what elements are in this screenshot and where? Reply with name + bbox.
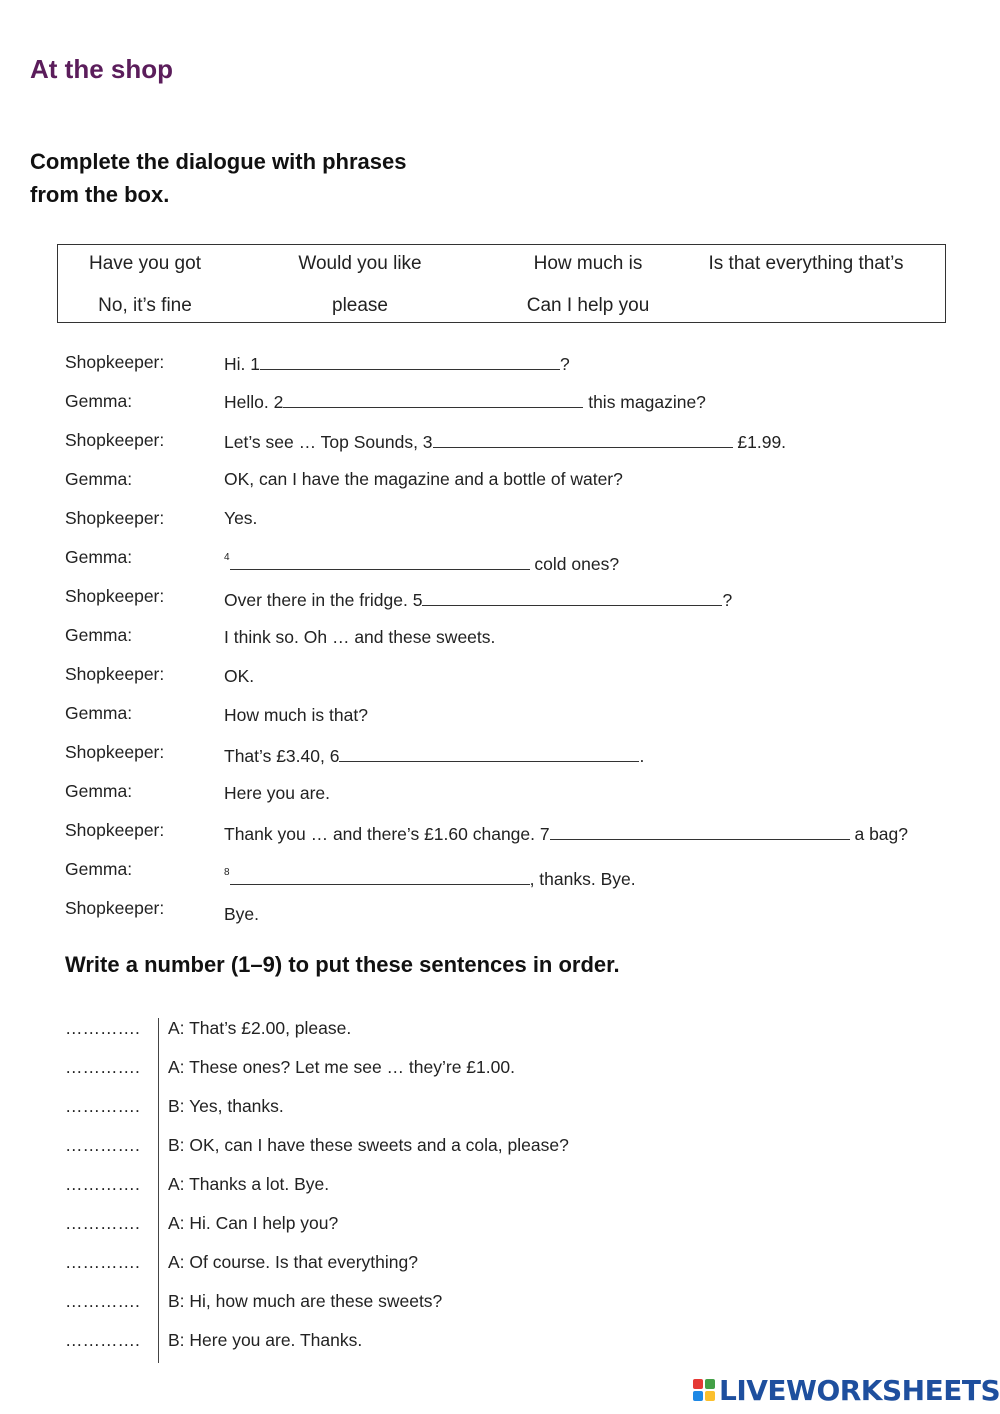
order-row — [0, 1096, 1000, 1120]
speaker-name: Shopkeeper: — [65, 742, 165, 762]
speaker-name: Shopkeeper: — [65, 352, 165, 372]
answer-gap[interactable] — [550, 822, 850, 840]
answer-gap[interactable] — [230, 552, 530, 570]
line-text-before-gap: Over there in the fridge. 5 — [224, 590, 423, 610]
speaker-name: Shopkeeper: — [65, 664, 165, 684]
gap-number: 8 — [224, 867, 230, 878]
dialogue-row — [0, 547, 1000, 574]
speaker-name: Gemma: — [65, 547, 133, 567]
phrase-option: How much is — [533, 253, 643, 274]
line-text-before-gap: That’s £3.40, 6 — [224, 746, 340, 766]
dialogue-line — [224, 430, 786, 453]
dialogue-line — [224, 588, 732, 611]
dialogue-line: OK, can I have the magazine and a bottle of water? — [224, 469, 623, 489]
order-number-field[interactable]: …………. — [65, 1018, 140, 1038]
order-sentence: A: Thanks a lot. Bye. — [168, 1174, 330, 1194]
line-text-before-gap: Thank you … and there’s £1.60 change. 7 — [224, 824, 550, 844]
instructions-line-1: Complete the dialogue with phrases — [30, 149, 407, 174]
line-text-after-gap: a bag? — [849, 824, 908, 844]
dialogue-row — [0, 430, 1000, 454]
dialogue-row — [0, 508, 1000, 532]
order-sentence: B: OK, can I have these sweets and a cola, please? — [168, 1135, 569, 1155]
answer-gap[interactable] — [260, 352, 560, 370]
logo-text: LIVEWORKSHEETS — [719, 1373, 1000, 1407]
speaker-name: Gemma: — [65, 391, 133, 411]
order-row — [0, 1018, 1000, 1042]
answer-gap[interactable] — [422, 588, 722, 606]
dialogue-line: Here you are. — [224, 783, 331, 803]
line-text-after-gap: this magazine? — [583, 392, 706, 412]
dialogue-line — [224, 390, 706, 413]
line-text-before-gap: Let’s see … Top Sounds, 3 — [224, 432, 433, 452]
dialogue-row — [0, 469, 1000, 493]
dialogue-row — [0, 820, 1000, 844]
gap-number: 4 — [224, 552, 230, 563]
line-text-after-gap: £1.99. — [732, 432, 787, 452]
instructions-order: Write a number (1–9) to put these sentences in order. — [65, 952, 620, 977]
phrase-option: please — [332, 295, 388, 316]
dialogue-line — [224, 552, 619, 575]
dialogue-line — [224, 867, 636, 890]
speaker-name: Shopkeeper: — [65, 820, 165, 840]
dialogue-row — [0, 781, 1000, 805]
order-number-field[interactable]: …………. — [65, 1252, 140, 1272]
answer-gap[interactable] — [283, 390, 583, 408]
line-text-before-gap: Hello. 2 — [224, 392, 284, 412]
order-row — [0, 1291, 1000, 1315]
order-sentence: A: Of course. Is that everything? — [168, 1252, 418, 1272]
dialogue-row — [0, 625, 1000, 649]
answer-gap[interactable] — [230, 867, 530, 885]
liveworksheets-logo — [693, 1373, 1000, 1407]
order-sentence: B: Here you are. Thanks. — [168, 1330, 363, 1350]
order-row — [0, 1252, 1000, 1276]
phrase-option: No, it’s fine — [98, 295, 192, 316]
order-sentence: B: Hi, how much are these sweets? — [168, 1291, 443, 1311]
order-number-field[interactable]: …………. — [65, 1291, 140, 1311]
line-text-after-gap: ? — [722, 590, 733, 610]
dialogue-row — [0, 703, 1000, 727]
line-text-after-gap: cold ones? — [529, 554, 620, 574]
order-number-field[interactable]: …………. — [65, 1174, 140, 1194]
dialogue-row — [0, 859, 1000, 889]
order-sentence: A: Hi. Can I help you? — [168, 1213, 339, 1233]
speaker-name: Shopkeeper: — [65, 586, 165, 606]
dialogue-row — [0, 664, 1000, 688]
speaker-name: Gemma: — [65, 859, 133, 879]
instructions-fill-gaps — [30, 145, 470, 211]
dialogue-row — [0, 391, 1000, 415]
answer-gap[interactable] — [339, 744, 639, 762]
speaker-name: Shopkeeper: — [65, 898, 165, 918]
page-title: At the shop — [30, 54, 173, 84]
speaker-name: Shopkeeper: — [65, 430, 165, 450]
order-row — [0, 1213, 1000, 1237]
dialogue-line: OK. — [224, 666, 255, 686]
phrase-option: Would you like — [298, 253, 422, 274]
order-number-field[interactable]: …………. — [65, 1330, 140, 1350]
dialogue-row — [0, 352, 1000, 376]
order-row — [0, 1330, 1000, 1354]
dialogue-line: I think so. Oh … and these sweets. — [224, 627, 496, 647]
dialogue-line: Yes. — [224, 508, 258, 528]
order-sentence: A: That’s £2.00, please. — [168, 1018, 352, 1038]
dialogue-line — [224, 744, 644, 767]
dialogue-row — [0, 586, 1000, 610]
order-sentence: B: Yes, thanks. — [168, 1096, 284, 1116]
speaker-name: Gemma: — [65, 469, 133, 489]
answer-gap[interactable] — [433, 430, 733, 448]
line-text-before-gap: Hi. 1 — [224, 354, 260, 374]
speaker-name: Shopkeeper: — [65, 508, 165, 528]
order-number-field[interactable]: …………. — [65, 1057, 140, 1077]
line-text-after-gap: ? — [559, 354, 570, 374]
order-number-field[interactable]: …………. — [65, 1096, 140, 1116]
speaker-name: Gemma: — [65, 781, 133, 801]
line-text-after-gap: , thanks. Bye. — [529, 869, 636, 889]
order-row — [0, 1057, 1000, 1081]
logo-grid-icon — [693, 1379, 715, 1401]
dialogue-line — [224, 352, 570, 375]
phrase-option: Can I help you — [526, 295, 650, 316]
instructions-line-2: from the box. — [30, 182, 170, 207]
dialogue-row — [0, 742, 1000, 766]
dialogue-row — [0, 898, 1000, 922]
dialogue-line — [224, 822, 908, 845]
dialogue-line: How much is that? — [224, 705, 368, 725]
order-sentence: A: These ones? Let me see … they’re £1.00. — [168, 1057, 515, 1077]
phrase-option: Is that everything that’s — [708, 253, 904, 274]
speaker-name: Gemma: — [65, 703, 133, 723]
order-number-field[interactable]: …………. — [65, 1213, 140, 1233]
speaker-name: Gemma: — [65, 625, 133, 645]
order-row — [0, 1135, 1000, 1159]
order-row — [0, 1174, 1000, 1198]
order-number-field[interactable]: …………. — [65, 1135, 140, 1155]
dialogue-line: Bye. — [224, 904, 260, 924]
line-text-after-gap: . — [639, 746, 645, 766]
phrase-option: Have you got — [89, 253, 201, 274]
